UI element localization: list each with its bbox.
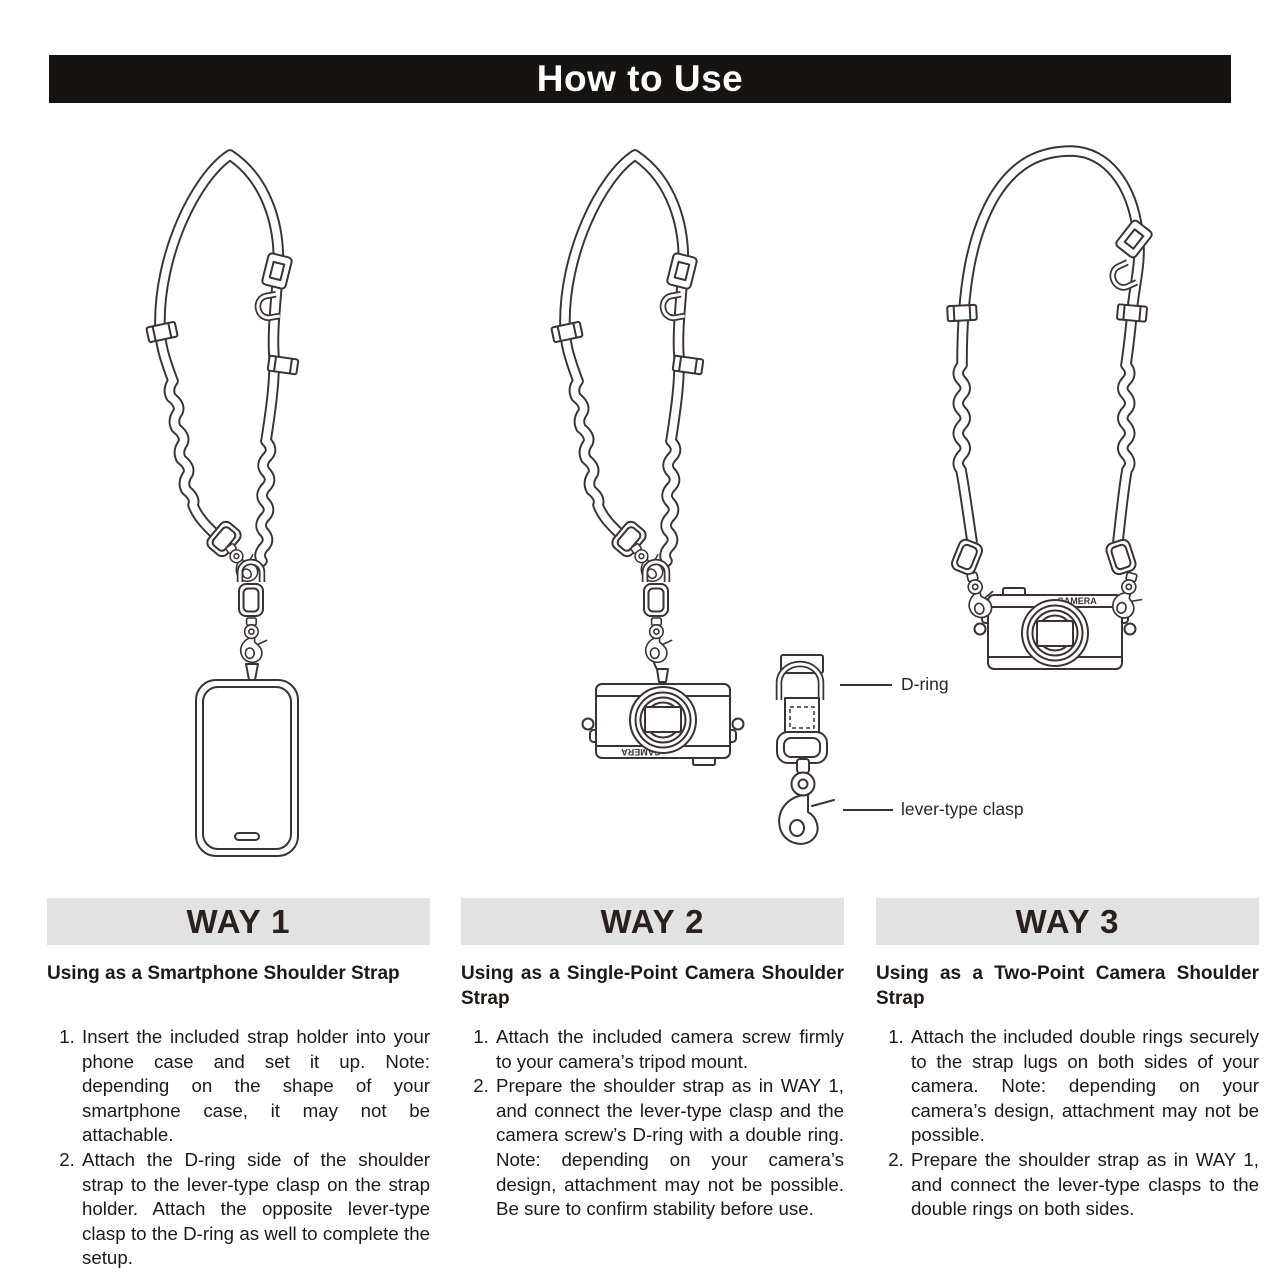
way2-banner-text: WAY 2 — [600, 902, 705, 940]
way1-step-2: 2. Attach the D-ring side of the shoulder strap to the lever-type clasp on the strap holder. Attach the opposite lever-type clasp to the D-ring as well to complete the setup. — [80, 1148, 430, 1271]
way3-step-2: 2. Prepare the shoulder strap as in WAY 1, and connect the lever-type clasps to the double rings on both sides. — [909, 1148, 1259, 1222]
way3-section — [876, 898, 1259, 1222]
way1-heading: Using as a Smartphone Shoulder Strap — [47, 963, 400, 984]
strap-slider-right — [1117, 304, 1147, 321]
way1-step-1: 1. Insert the included strap holder into your phone case and set it up. Note: depending on the shape of your smartphone case, it may not be attachable. — [80, 1025, 430, 1148]
d-ring-callout-line — [840, 684, 892, 686]
strap-end-piece-right — [1105, 538, 1138, 576]
lever-clasp-detail — [779, 773, 834, 844]
way1-banner-text: WAY 1 — [186, 902, 291, 940]
adjuster-buckle — [1115, 219, 1154, 259]
camera — [975, 588, 1136, 669]
page-title: How to Use — [536, 58, 744, 99]
way3-heading: Using as a Two-Point Camera Shoulder Strap — [876, 963, 1259, 1009]
camera-upside-down — [583, 684, 744, 765]
way1-steps — [47, 1025, 430, 1271]
strap-slider-left — [947, 305, 977, 321]
camera-screw — [657, 669, 668, 682]
page-title-bar — [49, 55, 1231, 103]
lever-clasp-label: lever-type clasp — [901, 799, 1024, 819]
way3-banner — [876, 898, 1259, 945]
strap-holder-tab — [246, 664, 258, 680]
strap-end-piece-left — [950, 538, 984, 577]
way3-step-1: 1. Attach the included double rings securely to the strap lugs on both sides of your camera. Note: depending on your camera’s design, attachment may not be possible. — [909, 1025, 1259, 1148]
clasp-eye — [797, 759, 809, 773]
way1-section — [47, 898, 430, 1271]
d-ring-label: D-ring — [901, 674, 949, 694]
way2-step-1: 1. Attach the included camera screw firmly to your camera’s tripod mount. — [494, 1025, 844, 1074]
way3-two-point-camera-illustration — [920, 135, 1230, 695]
way2-section — [461, 898, 844, 1222]
way1-smartphone-strap-illustration — [100, 135, 360, 880]
strap-band — [958, 151, 1139, 541]
way3-steps — [876, 1025, 1259, 1222]
way2-heading: Using as a Single-Point Camera Shoulder Strap — [461, 963, 844, 1009]
way2-single-point-camera-illustration — [505, 135, 765, 880]
lever-clasp-callout-line — [843, 809, 893, 811]
way2-banner — [461, 898, 844, 945]
way2-steps — [461, 1025, 844, 1222]
way1-banner — [47, 898, 430, 945]
way3-banner-text: WAY 3 — [1015, 902, 1120, 940]
strap-end-detail-illustration — [765, 640, 875, 865]
way2-step-2: 2. Prepare the shoulder strap as in WAY 1, and connect the lever-type clasp and the camera screw’s D-ring with a double ring. Note: depending on your camera’s design, attachment may not be possible. Be sure to confirm stability before use. — [494, 1074, 844, 1222]
smartphone — [196, 680, 298, 856]
